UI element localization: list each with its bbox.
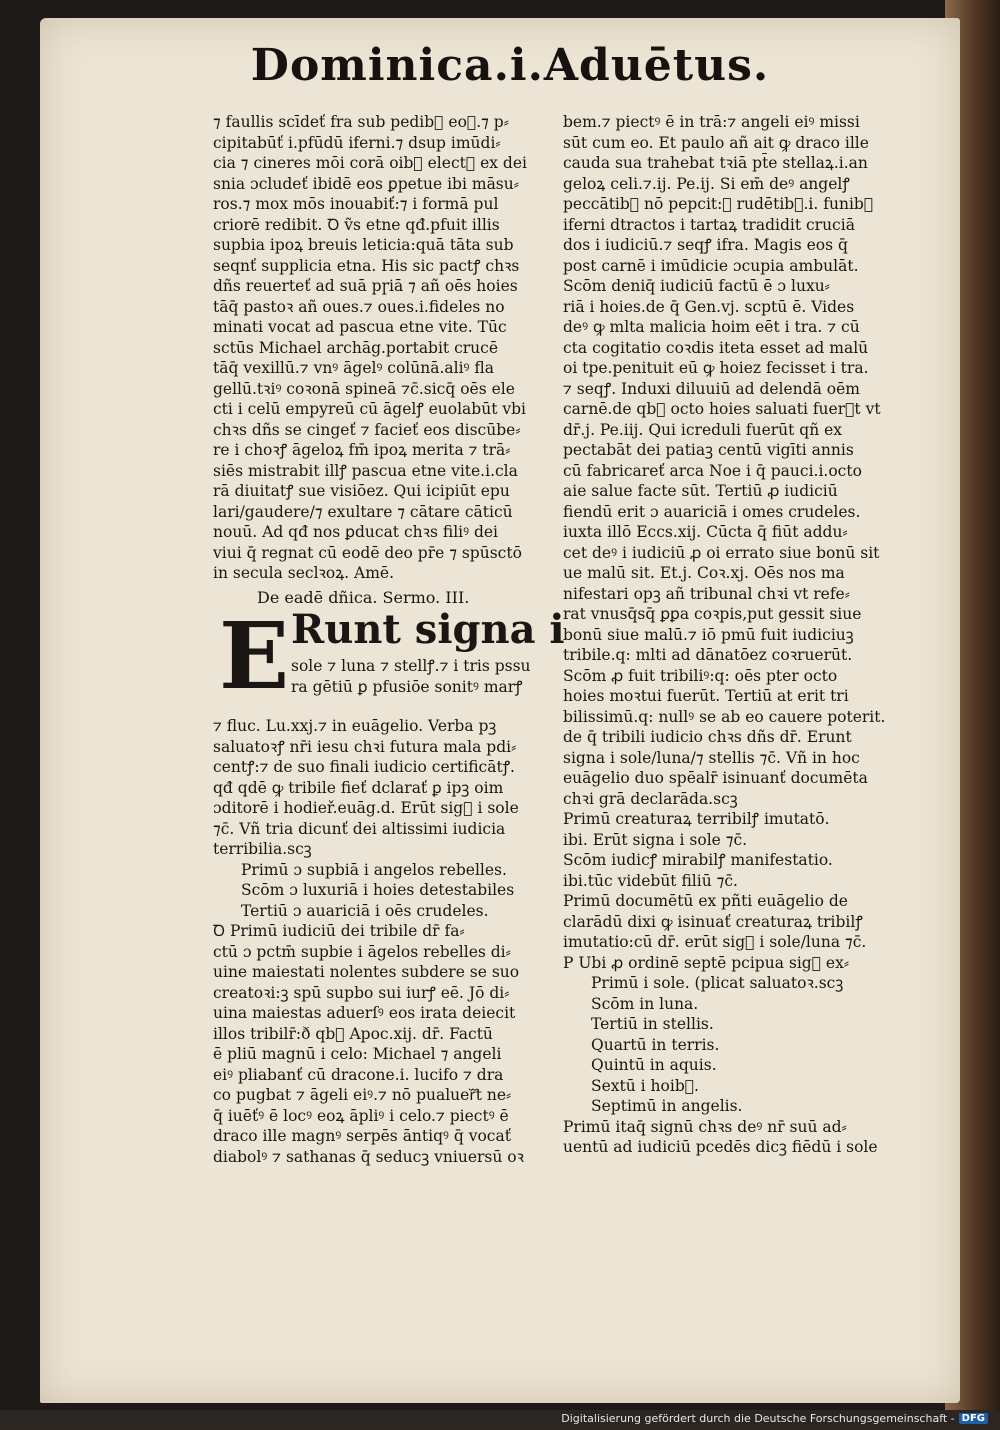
text-line: Septimū in angelis. [591,1097,743,1115]
text-line: re i choꝛꝭ āgeloꝝ fm̄ ipoꝝ merita ⁊ trā⸗ [213,441,511,459]
text-line: seqnť supplicia etna. His sic pactꝭ chꝛs [213,256,520,275]
text-line: deꝰ ꝙ mlta malicia hoim eēt i tra. ⁊ cū [563,318,860,336]
text-line: siēs mistrabit illꝭ pascua etne vite.i.cla [213,461,518,480]
text-line: Scōm deniq̄ iudiciū factū ē ɔ luxu⸗ [563,277,830,295]
text-line: illos tribilr̄:ð qb᷑ Apoc.xij. dr̄. Factū [213,1024,493,1043]
text-line: geloꝝ celi.⁊.ij. Pe.ij. Si em̄ deꝰ angelꝭ [563,174,850,193]
text-line: terribilia.scꝫ [213,840,312,858]
text-line: Scōm iudicꝭ mirabilꝭ manifestatio. [563,851,833,869]
text-line: Tertiū in stellis. [591,1015,714,1033]
text-line: dñs reuerteť ad suā pɼiā ⁊ añ oēs hoies [213,277,518,295]
text-line: sctūs Michael archāg.portabit crucē [213,338,499,357]
text-line: Ꝺ Primū iudiciū dei tribile dr̄ fa⸗ [213,922,465,940]
text-line: viui q̄ regnat cū eodē deo pr̄e ⁊ spūsctō [213,543,522,562]
text-line: cti i celū empyreū cū āgelꝭ euolabūt vbi [213,400,526,418]
text-line: Primū documētū ex pñti euāgelio de [563,892,848,910]
text-line: carnē.de qb᷑ octo hoies saluati fuerᷓt vt [563,400,881,418]
sermon-heading: De eadē dñica. Sermo. III. [257,587,470,607]
incipit-large: Runt signa i [291,606,565,653]
text-line: chꝛi grā declarāda.scꝫ [563,789,738,808]
text-line: cet deꝰ i iudiciū ꝓ oi errato siue bonū sit [563,543,880,562]
text-line: snia ɔcludeť ibidē eos ꝑpetue ibi māsu⸗ [213,174,519,193]
left-list [213,860,558,922]
text-line: qđ qdē ꝙ tribile fieť dclarať ꝑ ipꝫ oim [213,778,504,797]
text-line: lari/gaudere/⁊ exultare ⁊ cātare cāticū [213,502,513,521]
text-line: nifestari opꝫ añ tribunal chꝛi vt refe⸗ [563,584,850,603]
left-column [213,112,565,1167]
text-line: Scōm in luna. [591,994,699,1013]
initial-line: sole ⁊ luna ⁊ stellꝭ.⁊ i tris pssu [291,657,531,675]
text-line: pectabāt dei patiaꝫ centū vigīti annis [563,441,854,459]
text-line: Sextū i hoib᷑. [591,1076,699,1095]
text-line: tribile.q: mlti ad dānatōez coꝛruerūt. [563,646,853,664]
text-line: dos i iudiciū.⁊ seqꝭ ifra. Magis eos q̄ [563,236,848,254]
footer-text: Digitalisierung gefördert durch die Deutsche Forschungsgemeinschaft - [561,1412,955,1425]
text-line: nouū. Ad qđ nos ꝑducat chꝛs filiꝰ dei [213,523,499,541]
text-line: cta cogitatio coꝛdis iteta esset ad malū [563,338,869,357]
text-line: Primū ɔ supbiā i angelos rebelles. [241,860,507,879]
decorated-initial: E [219,602,290,710]
text-line: centꝭ:⁊ de suo finali iudicio certificātꝭ. [213,758,515,776]
page-header: Dominica.i.Aduētus. [250,40,770,91]
seven-signs-list [563,973,908,1117]
text-line: uina maiestas aduerſꝰ eos irata deiecit [213,1004,516,1022]
text-line: rā diuitatꝭ sue visiōez. Qui icipiūt epu [213,482,510,500]
left-mid-block [213,716,558,860]
text-line: cipitabūť i.pfūdū iferni.⁊ dsup imūdi⸗ [213,133,501,152]
text-line: cia ⁊ cineres mōi corā oib᷑ electꝭ ex dei [213,154,527,172]
text-line: ue malū sit. Et.j. Coꝛ.xj. Oēs nos ma [563,564,845,582]
text-line: eiꝰ pliabanť cū dracone.i. lucifo ⁊ dra [213,1065,504,1084]
text-line: post carnē i imūdicie ɔcupia ambulāt. [563,256,859,275]
text-line: criorē redibit. Ꝺ ṽs etne qđ.pfuit illis [213,215,500,234]
right-column [563,112,908,1158]
text-line: uine maiestati nolentes subdere se suo [213,963,520,981]
text-line: iuxta illō Eccs.xij. Cūcta q̄ fiūt addu⸗ [563,523,848,541]
text-line: ⁊ seqꝭ. Induxi diluuiū ad delendā oēm [563,379,860,398]
text-line: de q̄ tribili iudicio chꝛs dñs dr̄. Erunt [563,728,852,746]
text-line: iferni dtractos i tartaꝝ tradidit cruciā [563,215,855,234]
text-line: Primū itaq̄ signū chꝛs deꝰ nr̄ suū ad⸗ [563,1117,847,1136]
text-line: dr̄.j. Pe.iij. Qui icreduli fuerūt qñ ex [563,420,843,439]
text-line: ⁊ faullis scīdeť fra sub pedib᷑ eoꝝ.⁊ p⸗ [213,113,509,131]
left-bottom-block [213,921,558,1167]
initial-line: ra gētiū ꝑ pfusiōe sonitꝰ marꝭ [291,678,523,696]
text-line: P Ubi ꝓ ordinē septē pcipua sigᷓ ex⸗ [563,953,850,972]
right-top-block [563,112,908,809]
initial-block [213,602,565,716]
text-line: saluatoꝛꝭ nr̄i iesu chꝛi futura mala pdi⸗ [213,737,517,756]
text-line: ⁊ fluc. Lu.xxj.⁊ in euāgelio. Verba pꝫ [213,717,497,735]
text-line: draco ille magnꝰ serpēs āntiqꝰ q̄ vocať [213,1127,511,1145]
text-line: sūt cum eo. Et paulo añ ait ꝙ draco ille [563,133,869,152]
text-line: fiendū erit ɔ auariciā i omes crudeles. [563,502,861,521]
text-line: Primū i sole. (plicat saluatoꝛ.scꝫ [591,974,844,992]
left-top-block [213,112,558,584]
text-line: rat vnusq̄sq̄ ꝑꝑa coꝛpis,put gessit siue [563,605,862,623]
text-line: diabolꝰ ⁊ sathanas q̄ seducꝫ vniuersū oꝛ [213,1147,524,1166]
text-line: riā i hoies.de q̄ Gen.vj. scptū ē. Vides [563,297,855,316]
text-line: supbia ipoꝝ breuis leticia:quā tāta sub [213,236,514,254]
text-line: q̄ iuēťꝰ ē locꝰ eoꝝ āpliꝰ i celo.⁊ piectꝰ ē [213,1106,509,1125]
text-line: hoies moꝛtui fuerūt. Tertiū at erit tri [563,687,849,705]
text-line: bilissimū.q: nullꝰ se ab eo cauere poterit. [563,707,886,726]
text-line: bonū siue malū.⁊ iō pmū fuit iudiciuꝫ [563,625,854,644]
text-line: creatoꝛi:ꝫ spū supbo sui iurꝭ eē. Jō di⸗ [213,983,510,1002]
text-line: ē pliū magnū i celo: Michael ⁊ angeli [213,1045,502,1063]
text-line: Primū creaturaꝝ terribilꝭ imutatō. [563,810,830,828]
text-line: bem.⁊ piectꝰ ē in trā:⁊ angeli eiꝰ missi [563,113,860,131]
text-line: imutatio:cū dr̄. erūt sigᷓ i sole/luna ⁊c̄. [563,933,867,951]
text-line: ibi. Erūt signa i sole ⁊c̄. [563,830,748,849]
text-line: cauda sua trahebat tꝛiā pt̄e stellaꝝ.i.an [563,154,868,172]
text-line: peccātib᷑ nō pepcit:ꝫ rudētib᷑.i. funib᷑ [563,195,874,213]
right-items [563,809,908,973]
text-line: Quintū in aquis. [591,1056,717,1074]
text-line: ros.⁊ mox mōs inouabiť:⁊ i formā pul [213,195,499,213]
text-line: in secula seclꝛoꝝ. Amē. [213,564,395,582]
text-line: gellū.tꝛiꝰ coꝛonā spineā ⁊c̄.sicq̄ oēs ele [213,379,515,398]
text-line: signa i sole/luna/⁊ stellis ⁊c̄. Vñ in hoc [563,748,860,767]
text-line: ⁊c̄. Vñ tria dicunť dei altissimi iudicia [213,819,506,838]
text-line: tāq̄ vexillū.⁊ vnꝰ āgelꝰ colūnā.aliꝰ fla [213,359,494,377]
text-line: cū fabricareť arca Noe i q̄ pauci.i.octo [563,461,862,480]
text-line: co pugbat ⁊ āgeli eiꝰ.⁊ nō pualuerᷓt ne⸗ [213,1086,512,1104]
text-line: tāq̄ pastoꝛ añ oues.⁊ oues.i.fideles no [213,297,505,316]
right-bottom-block [563,1117,908,1158]
text-line: Scōm ɔ luxuriā i hoies detestabiles [241,881,515,899]
text-line: chꝛs dñs se cingeť ⁊ facieť eos discūbe⸗ [213,420,521,439]
text-line: oi tpe.penituit eū ꝙ hoiez fecisset i tra. [563,359,869,377]
text-line: ɔditorē i hodieř.euāg.d. Erūt sigᷓ i sole [213,799,519,817]
text-line: aie salue facte sūt. Tertiū ꝓ iudiciū [563,482,838,500]
text-line: ibi.tūc videbūt filiū ⁊c̄. [563,871,738,890]
text-line: euāgelio duo spēalr̄ isinuanť documēta [563,769,868,787]
text-line: clarādū dixi ꝙ isinuať creaturaꝝ tribilꝭ [563,912,863,931]
text-line: uentū ad iudiciū pcedēs dicꝫ fiēdū i sole [563,1138,878,1156]
text-line: ctū ɔ pctm̄ supbie i āgelos rebelles di⸗ [213,942,511,961]
text-line: minati vocat ad pascua etne vite. Tūc [213,318,507,336]
text-line: Quartū in terris. [591,1035,720,1054]
text-line: Scōm ꝓ fuit tribiliꝰ:q: oēs pter octo [563,666,838,685]
footer-credit [561,1412,988,1425]
text-line: Tertiū ɔ auariciā i oēs crudeles. [241,901,489,920]
dfg-logo: DFG [959,1413,988,1424]
